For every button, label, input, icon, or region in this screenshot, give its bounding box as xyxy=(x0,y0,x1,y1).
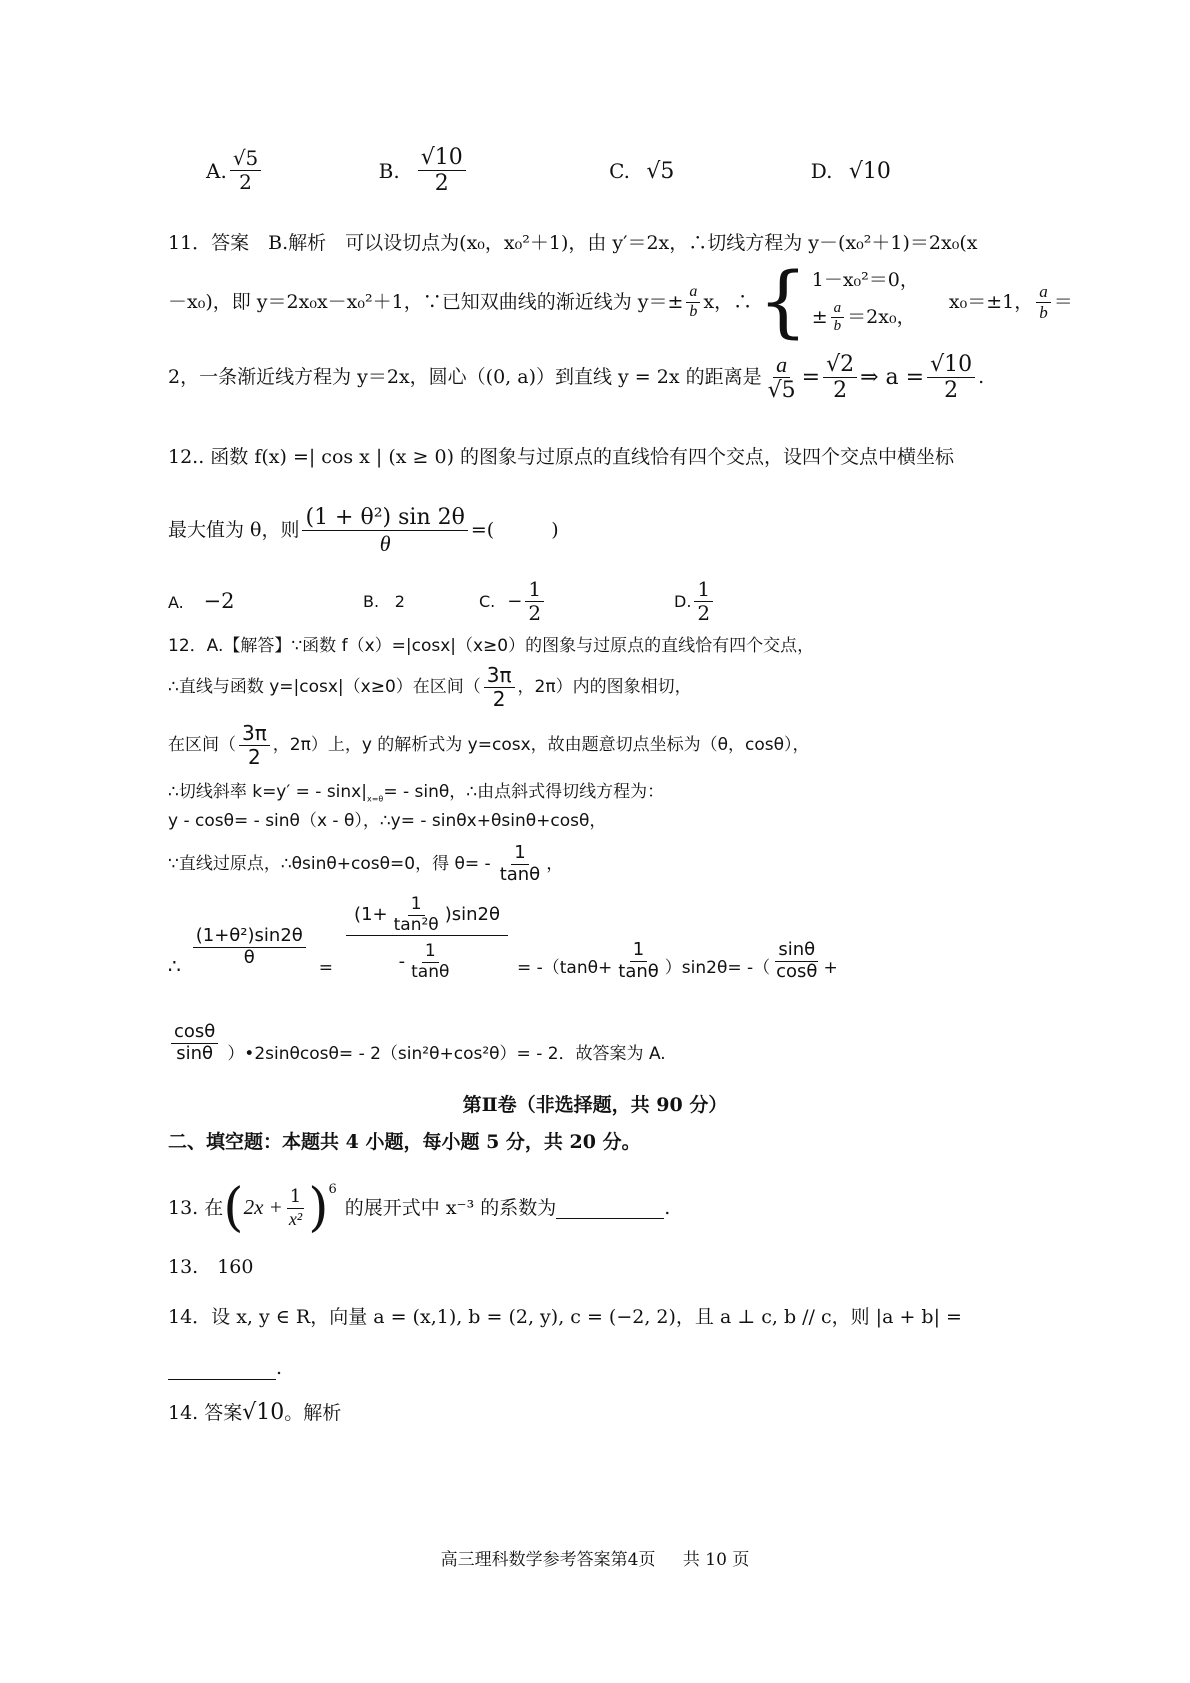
text: 13. 在 xyxy=(168,1196,224,1219)
equation-system xyxy=(758,257,919,347)
q12-line-1: 12.. 函数 f(x) =| cos x | (x ≥ 0) 的图象与过原点的直线恰有四个交点，设四个交点中横坐标 xyxy=(168,446,955,468)
text: . xyxy=(276,1357,283,1379)
q11-line-1: 11．答案 B.解析 可以设切点为(x₀，x₀²＋1)，由 y′＝2x，∴切线方程为 y－(x₀²＋1)＝2x₀(x xyxy=(168,232,978,254)
numerator: (1 + θ²) sin 2θ xyxy=(302,505,467,531)
text: ，2π）上，y 的解析式为 y=cosx，故由题意切点坐标为（θ，cosθ）， xyxy=(272,735,810,756)
fraction xyxy=(525,578,544,625)
fraction xyxy=(484,664,515,711)
fraction xyxy=(831,300,845,336)
option-label: A. xyxy=(206,158,227,183)
compound-numerator xyxy=(346,895,508,936)
q10-option-a xyxy=(206,147,264,194)
q10-option-d xyxy=(811,159,891,183)
text: (1+ xyxy=(354,903,388,925)
fraction-a-over-b xyxy=(1036,282,1051,322)
fraction xyxy=(497,843,544,885)
q14-line-1: 14．设 x, y ∈ R，向量 a = (x,1), b = (2, y), c = (−2, 2)，且 a ⊥ c, b // c，则 |a + b| = xyxy=(168,1306,962,1328)
numerator: 1 xyxy=(694,578,713,602)
denominator: b xyxy=(1039,302,1048,322)
numerator: √2 xyxy=(823,352,857,378)
option-label: C. xyxy=(609,158,631,183)
answer-blank xyxy=(556,1198,664,1219)
denominator: 2 xyxy=(697,601,711,625)
numerator: a xyxy=(1036,282,1051,303)
q12-options xyxy=(168,578,716,625)
text: －x₀)，即 y＝2x₀x－x₀²＋1，∵已知双曲线的渐近线为 y＝± xyxy=(168,290,684,313)
denominator: cosθ xyxy=(776,960,818,982)
brace-icon: { xyxy=(758,257,808,347)
fraction xyxy=(773,940,820,982)
text: = xyxy=(801,364,821,390)
q12-option-c xyxy=(479,578,674,625)
text: ∵直线过原点，∴θsinθ+cosθ=0，得 θ= - xyxy=(168,853,491,874)
denominator: θ xyxy=(379,531,391,557)
denominator: 2 xyxy=(492,687,506,711)
numerator: a xyxy=(773,352,790,378)
text: ， xyxy=(546,853,564,874)
text: . xyxy=(664,1196,671,1219)
fraction xyxy=(391,895,442,935)
numerator: √5 xyxy=(230,147,261,171)
sol12-line-6 xyxy=(168,843,563,885)
option-label: B. xyxy=(378,158,400,183)
q13 xyxy=(168,1178,671,1238)
therefore-symbol: ∴ xyxy=(168,954,181,979)
text: )sin2θ xyxy=(444,903,500,925)
text: ）•2sinθcosθ= - 2（sin²θ+cos²θ）= - 2．故答案为 A. xyxy=(227,1044,666,1064)
text: ∴切线斜率 k=y′ = - sinx| xyxy=(168,782,367,802)
text: 2x + xyxy=(243,1195,283,1220)
fraction xyxy=(765,352,799,404)
text: = xyxy=(318,957,334,978)
text: x₀＝±1， xyxy=(948,290,1034,313)
fraction xyxy=(193,926,306,968)
numerator: 1 xyxy=(630,940,647,962)
denominator: √5 xyxy=(767,378,796,404)
denominator: b xyxy=(833,317,842,334)
text: ＝ xyxy=(1053,290,1073,313)
footer-page-label: 高三理科数学参考答案第4页 xyxy=(440,1550,656,1570)
q14-line-2 xyxy=(168,1357,282,1380)
numerator: 1 xyxy=(408,895,425,916)
option-label: D. xyxy=(674,591,692,611)
q10-option-c xyxy=(609,159,681,183)
section-title: 二、填空题：本题共 4 小题，每小题 5 分，共 20 分。 xyxy=(168,1131,641,1153)
sol12-line-5: y - cosθ= - sinθ（x - θ），∴y= - sinθx+θsinθ+cosθ， xyxy=(168,811,607,831)
denominator: θ xyxy=(243,946,255,968)
sol12-line-8 xyxy=(168,1022,666,1064)
numerator: sinθ xyxy=(775,940,818,962)
option-value: 2 xyxy=(394,591,405,611)
fraction xyxy=(615,940,662,982)
q10-options xyxy=(206,145,891,197)
sol12-line-2 xyxy=(168,664,692,711)
text: 在区间（ xyxy=(168,735,236,756)
text: 。解析 xyxy=(284,1402,342,1424)
numerator: √10 xyxy=(418,145,466,171)
option-value: √10 xyxy=(848,158,891,184)
fraction xyxy=(927,352,975,404)
text: . xyxy=(978,366,985,389)
numerator: 3π xyxy=(239,722,270,746)
numerator: 3π xyxy=(484,664,515,688)
close-paren: ) xyxy=(308,1178,329,1238)
text: 2，一条渐近线方程为 y＝2x，圆心（(0, a)）到直线 y = 2x 的距离是 xyxy=(168,366,762,389)
denominator: 2 xyxy=(528,601,542,625)
text: 的展开式中 x⁻³ 的系数为 xyxy=(344,1196,557,1219)
part2-title: 第Ⅱ卷（非选择题，共 90 分） xyxy=(462,1094,728,1116)
fraction xyxy=(239,722,270,769)
numerator: 1 xyxy=(422,942,439,963)
open-paren: ( xyxy=(223,1178,244,1238)
numerator: 1 xyxy=(525,578,544,602)
fraction xyxy=(694,578,713,625)
option-label: B. xyxy=(363,591,380,611)
numerator: a xyxy=(831,300,845,318)
sol12-line-3 xyxy=(168,722,810,769)
footer-total-pages: 共 10 页 xyxy=(682,1550,750,1570)
denominator: 2 xyxy=(434,171,449,197)
denominator: tanθ xyxy=(499,863,541,885)
sol12-line-7 xyxy=(168,895,838,982)
denominator: b xyxy=(689,302,698,320)
sol12-line-4 xyxy=(168,782,664,804)
denominator: 2 xyxy=(239,170,252,195)
numerator: 1 xyxy=(511,843,528,865)
text: - xyxy=(398,950,406,972)
option-label: C. xyxy=(479,591,496,611)
q12-option-a xyxy=(168,589,363,614)
numerator: a xyxy=(686,283,700,302)
compound-fraction xyxy=(346,895,508,982)
text: + xyxy=(823,957,838,978)
text: x，∴ xyxy=(703,290,753,313)
system-rows xyxy=(812,269,919,335)
sol12-line-1: 12．A.【解答】∵函数 f（x）=|cosx|（x≥0）的图象与过原点的直线恰有四个交点， xyxy=(168,636,815,656)
fraction xyxy=(408,942,452,982)
minus-sign: − xyxy=(507,590,523,612)
text: ∴直线与函数 y=|cosx|（x≥0）在区间（ xyxy=(168,677,481,698)
answer-value: √10 xyxy=(242,1400,285,1425)
q11-line-3 xyxy=(168,352,984,404)
system-row-1: 1－x₀²＝0， xyxy=(811,268,919,291)
denominator: 2 xyxy=(944,378,959,404)
text: = -（tanθ+ xyxy=(516,957,613,978)
option-value: √5 xyxy=(646,158,675,184)
fraction xyxy=(286,1187,305,1229)
subscript: x=θ xyxy=(366,794,384,804)
q12-line-2 xyxy=(168,505,559,557)
denominator: tanθ xyxy=(618,960,659,982)
numerator: cosθ xyxy=(171,1022,218,1044)
denominator: 2 xyxy=(248,745,261,769)
option-value: −2 xyxy=(203,588,235,613)
option-label: A. xyxy=(168,592,184,612)
option-fraction xyxy=(230,147,261,194)
compound-denominator xyxy=(396,942,459,982)
denominator: sinθ xyxy=(176,1042,214,1064)
text: =( ) xyxy=(470,519,559,542)
answer-blank xyxy=(168,1359,276,1380)
denominator: tanθ xyxy=(411,961,450,982)
answer-13: 13. 160 xyxy=(168,1256,254,1278)
text: ＝2x₀， xyxy=(847,305,916,328)
exponent: 6 xyxy=(328,1182,337,1197)
q10-option-b xyxy=(379,145,469,197)
system-row-2 xyxy=(812,300,919,336)
fraction xyxy=(302,505,467,557)
option-label: D. xyxy=(810,158,833,183)
option-fraction xyxy=(418,145,466,197)
denominator: x² xyxy=(288,1208,303,1229)
q12-option-b xyxy=(363,591,479,613)
text: ）sin2θ= -（ xyxy=(664,957,771,978)
denominator: 2 xyxy=(833,378,848,404)
denominator: tan²θ xyxy=(393,914,439,935)
page-footer xyxy=(0,1545,1190,1570)
q11-line-2 xyxy=(168,257,1073,347)
fraction xyxy=(171,1022,218,1064)
text: ，2π）内的图象相切， xyxy=(517,677,692,698)
answer-14 xyxy=(168,1400,341,1426)
text: = - sinθ，∴由点斜式得切线方程为： xyxy=(383,782,665,802)
text: ± xyxy=(811,305,828,328)
numerator: (1+θ²)sin2θ xyxy=(193,926,306,948)
numerator: √10 xyxy=(927,352,975,378)
numerator: 1 xyxy=(287,1187,304,1209)
q12-option-d xyxy=(674,578,716,625)
text: 最大值为 θ，则 xyxy=(168,519,300,542)
fraction xyxy=(823,352,857,404)
text: ⇒ a = xyxy=(860,364,925,390)
fraction-a-over-b xyxy=(686,283,700,321)
text: 14. 答案 xyxy=(168,1402,243,1424)
